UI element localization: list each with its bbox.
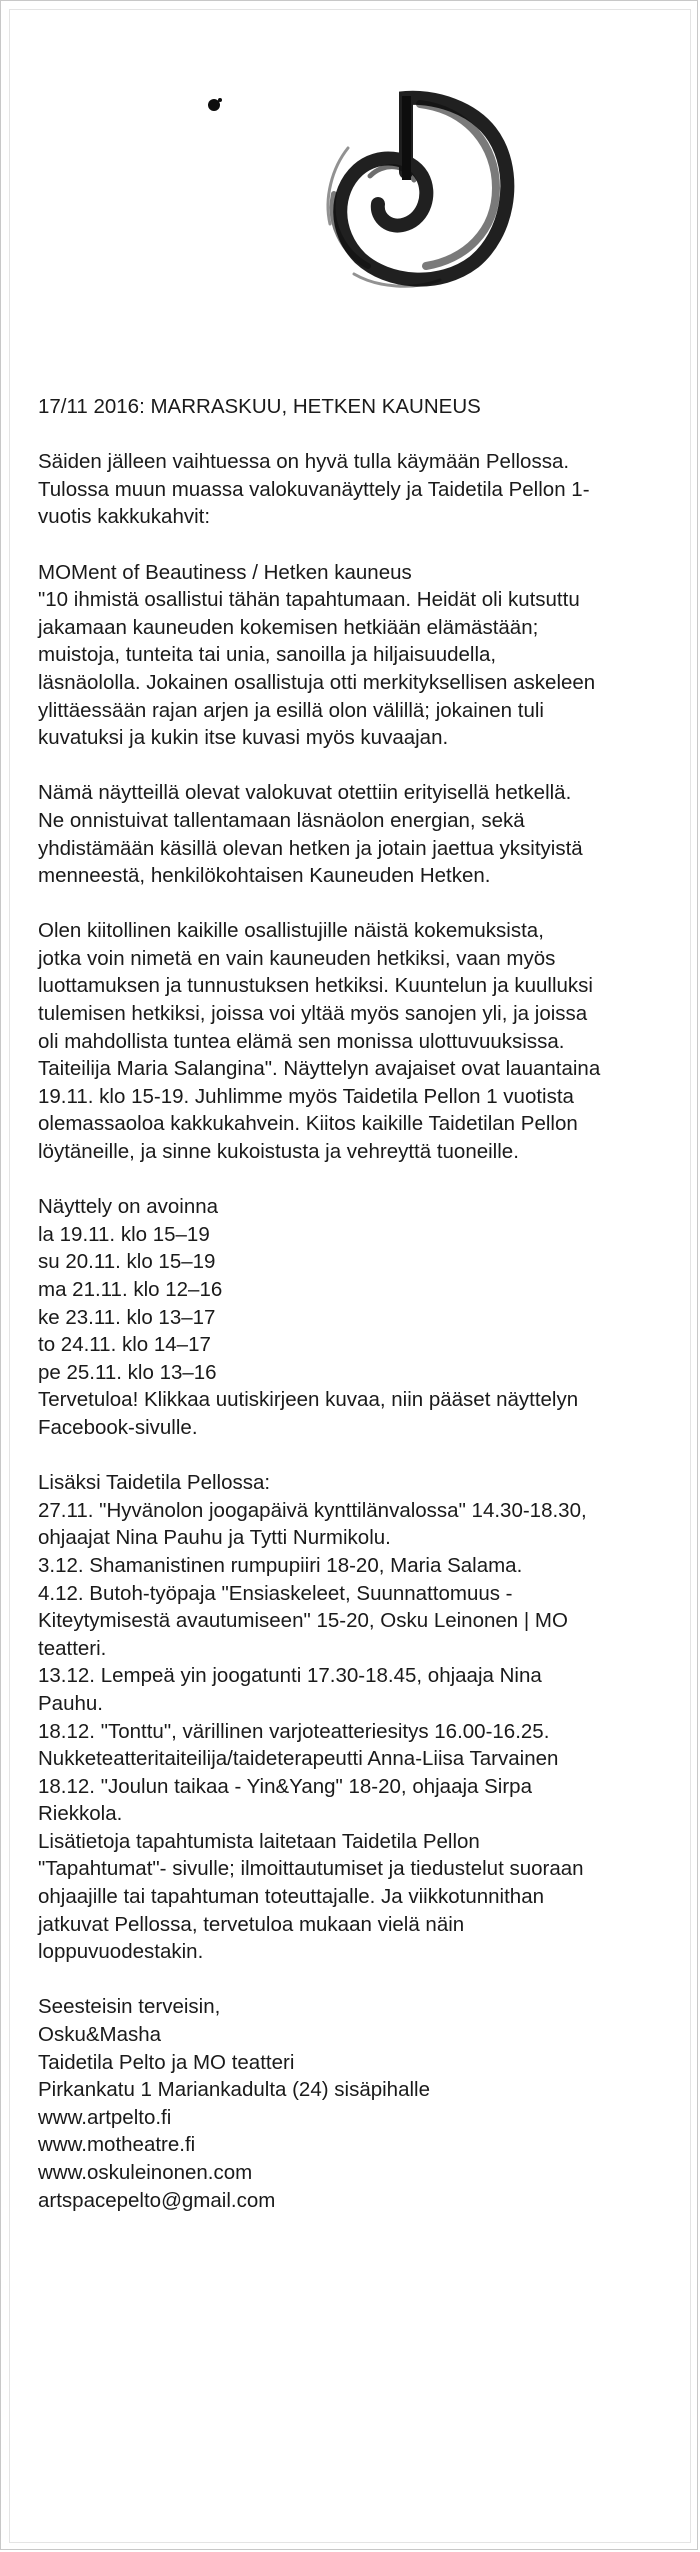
text-line: Nukketeatteritaiteilija/taideterapeutti Anna-Liisa Tarvainen <box>38 1747 559 1771</box>
text-line: löytäneille, ja sinne kukoistusta ja vehreyttä tuoneille. <box>38 1140 519 1164</box>
article-paragraph <box>38 1469 658 1966</box>
ink-spiral-artwork[interactable] <box>178 52 584 352</box>
text-line: jakamaan kauneuden kokemisen hetkiään elämästään; <box>38 615 539 639</box>
text-line: olemassaoloa kakkukahvein. Kiitos kaikille Taidetilan Pellon <box>38 1112 578 1136</box>
text-line: läsnäololla. Jokainen osallistuja otti merkityksellisen askeleen <box>38 670 596 694</box>
text-line: www.motheatre.fi <box>38 2133 196 2157</box>
text-line: "Tapahtumat"- sivulle; ilmoittautumiset ja tiedustelut suoraan <box>38 1857 584 1881</box>
text-line: Tervetuloa! Klikkaa uutiskirjeen kuvaa, niin pääset näyttelyn <box>38 1388 579 1412</box>
text-line: 4.12. Butoh-työpaja "Ensiaskeleet, Suunnattomuus - <box>38 1581 513 1605</box>
text-line: to 24.11. klo 14–17 <box>38 1333 211 1357</box>
text-line: ma 21.11. klo 12–16 <box>38 1278 223 1301</box>
text-line: 19.11. klo 15-19. Juhlimme myös Taidetila Pellon 1 vuotista <box>38 1084 574 1108</box>
article-paragraph <box>38 917 658 1165</box>
text-line: teatteri. <box>38 1636 107 1660</box>
text-line: la 19.11. klo 15–19 <box>38 1222 210 1246</box>
text-line: vuotis kakkukahvit: <box>38 505 211 529</box>
text-line: oli mahdollista tuntea elämä sen monissa ulottuvuuksissa. <box>38 1029 565 1053</box>
text-line: menneestä, henkilökohtaisen Kauneuden Hetken. <box>38 864 491 888</box>
text-line: yhdistämään käsillä olevan hetken ja jotain jaettua yksityistä <box>38 836 583 860</box>
text-line: Taidetila Pelto ja MO teatteri <box>38 2050 295 2074</box>
text-line: Tulossa muun muassa valokuvanäyttely ja Taidetila Pellon 1- <box>38 477 590 501</box>
text-line: tulemisen hetkiksi, joissa voi yltää myös sanojen yli, ja joissa <box>38 1002 588 1026</box>
text-line: 18.12. "Joulun taikaa - Yin&Yang" 18-20, ohjaaja Sirpa <box>38 1774 532 1798</box>
text-line: MOMent of Beautiness / Hetken kauneus <box>38 560 412 584</box>
text-line: Ne onnistuivat tallentamaan läsnäolon energian, sekä <box>38 808 525 832</box>
text-line: Näyttely on avoinna <box>38 1195 219 1219</box>
text-line: Olen kiitollinen kaikille osallistujille näistä kokemuksista, <box>38 919 544 943</box>
text-line: Lisäksi Taidetila Pellossa: <box>38 1471 271 1495</box>
text-line: 27.11. "Hyvänolon joogapäivä kynttilänvalossa" 14.30-18.30, <box>38 1498 587 1522</box>
text-line: 3.12. Shamanistinen rumpupiiri 18-20, Maria Salama. <box>38 1553 523 1577</box>
text-line: "10 ihmistä osallistui tähän tapahtumaan. Heidät oli kutsuttu <box>38 588 580 612</box>
article-paragraph <box>38 779 658 889</box>
text-line: artspacepelto@gmail.com <box>38 2188 276 2212</box>
text-line: 18.12. "Tonttu", värillinen varjoteatteriesitys 16.00-16.25. <box>38 1719 550 1743</box>
text-line: Nämä näytteillä olevat valokuvat otettiin erityisellä hetkellä. <box>38 781 572 805</box>
text-line: ohjaajille tai tapahtuman toteuttajalle. Ja viikkotunnithan <box>38 1885 544 1909</box>
newsletter-content <box>38 393 658 2242</box>
text-line: pe 25.11. klo 13–16 <box>38 1360 217 1384</box>
article-title: 17/11 2016: MARRASKUU, HETKEN KAUNEUS <box>38 395 481 418</box>
text-line: Riekkola. <box>38 1802 123 1826</box>
text-line: kuvatuksi ja kukin itse kuvasi myös kuvaajan. <box>38 726 449 750</box>
text-line: Säiden jälleen vaihtuessa on hyvä tulla käymään Pellossa. <box>38 450 570 474</box>
text-line: jatkuvat Pellossa, tervetuloa mukaan vielä näin <box>38 1912 465 1936</box>
text-line: ylittäessään rajan arjen ja esillä olon välillä; jokainen tuli <box>38 698 544 722</box>
text-line: Facebook-sivulle. <box>38 1415 198 1439</box>
text-line: su 20.11. klo 15–19 <box>38 1250 216 1274</box>
ink-spiral-stroke <box>340 98 507 280</box>
article-body <box>38 448 658 2214</box>
text-line: ohjaajat Nina Pauhu ja Tytti Nurmikolu. <box>38 1526 391 1550</box>
text-line: loppuvuodestakin. <box>38 1940 204 1964</box>
text-line: Pirkankatu 1 Mariankadulta (24) sisäpihalle <box>38 2078 430 2102</box>
text-line: www.artpelto.fi <box>38 2105 172 2129</box>
article-paragraph <box>38 559 658 752</box>
text-line: muistoja, tunteita tai unia, sanoilla ja hiljaisuudella, <box>38 643 497 667</box>
text-line: Pauhu. <box>38 1691 103 1715</box>
text-line: Taiteilija Maria Salangina". Näyttelyn avajaiset ovat lauantaina <box>38 1057 601 1081</box>
text-line: Kiteytymisestä avautumiseen" 15-20, Osku Leinonen | MO <box>38 1609 568 1633</box>
article-paragraph <box>38 1193 658 1441</box>
text-line: Osku&Masha <box>38 2023 162 2047</box>
text-line: ke 23.11. klo 13–17 <box>38 1305 216 1329</box>
article-paragraph <box>38 448 658 531</box>
article-paragraph <box>38 1993 658 2214</box>
text-line: luottamuksen ja tunnustuksen hetkiksi. Kuuntelun ja kuulluksi <box>38 974 593 998</box>
text-line: Seesteisin terveisin, <box>38 1995 221 2019</box>
text-line: 13.12. Lempeä yin joogatunti 17.30-18.45, ohjaaja Nina <box>38 1664 542 1688</box>
text-line: www.oskuleinonen.com <box>38 2161 253 2184</box>
text-line: Lisätietoja tapahtumista laitetaan Taidetila Pellon <box>38 1829 480 1853</box>
text-line: jotka voin nimetä en vain kauneuden hetkiksi, vaan myös <box>38 946 556 970</box>
